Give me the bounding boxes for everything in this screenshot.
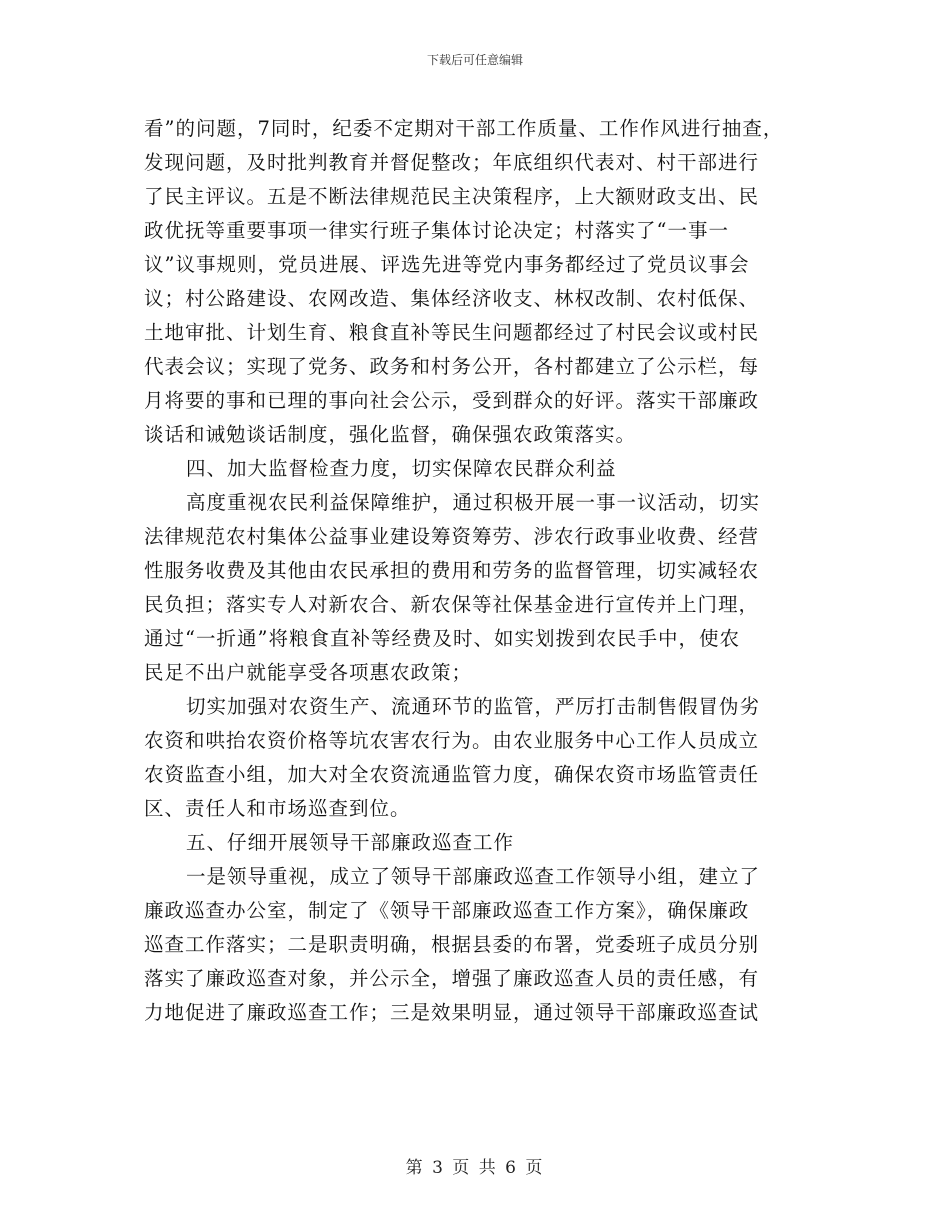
text-line: 议；村公路建设、农网改造、集体经济收支、林权改制、农村低保、 [144,287,760,310]
text-line: 民足不出户就能享受各项惠农政策； [144,661,473,684]
text-line: 民负担；落实专人对新农合、新农保等社保基金进行宣传并上门理， [144,593,760,616]
document-body [144,112,804,1030]
page-header: 下载后可任意编辑 [426,53,523,67]
text-line: 政优抚等重要事项一律实行班子集体讨论决定；村落实了“一事一 [144,219,729,242]
text-line: 月将要的事和已理的事向社会公示，受到群众的好评。落实干部廉政 [144,389,760,412]
text-line: 谈话和诫勉谈话制度，强化监督，确保强农政策落实。 [144,423,637,446]
text-line: 土地审批、计划生育、粮食直补等民生问题都经过了村民会议或村民 [144,321,760,344]
text-line: 高度重视农民利益保障维护，通过积极开展一事一议活动，切实 [186,491,761,514]
text-line: 发现问题，及时批判教育并督促整改；年底组织代表对、村干部进行 [144,151,760,174]
text-line: 通过“一折通”将粮食直补等经费及时、如实划拨到农民手中，使农 [144,627,740,650]
text-line: 四、加大监督检查力度，切实保障农民群众利益 [186,457,617,480]
text-line: 看”的问题，7同时，纪委不定期对干部工作质量、工作作风进行抽查， [144,117,784,140]
text-line: 廉政巡查办公室，制定了《领导干部廉政巡查工作方案》，确保廉政 [144,899,750,922]
text-line: 力地促进了廉政巡查工作；三是效果明显，通过领导干部廉政巡查试 [144,1001,760,1024]
text-line: 区、责任人和市场巡查到位。 [144,797,411,820]
text-line: 了民主评议。五是不断法律规范民主决策程序，上大额财政支出、民 [144,185,760,208]
text-line: 议”议事规则，党员进展、评选先进等党内事务都经过了党员议事会 [144,253,750,276]
text-line: 代表会议；实现了党务、政务和村务公开，各村都建立了公示栏，每 [144,355,760,378]
text-line: 巡查工作落实；二是职责明确，根据县委的布署，党委班子成员分别 [144,933,760,956]
text-line: 五、仔细开展领导干部廉政巡查工作 [186,831,515,854]
text-line: 性服务收费及其他由农民承担的费用和劳务的监督管理，切实减轻农 [144,559,760,582]
text-line: 落实了廉政巡查对象，并公示全，增强了廉政巡查人员的责任感，有 [144,967,760,990]
text-line: 一是领导重视，成立了领导干部廉政巡查工作领导小组，建立了 [186,865,761,888]
text-line: 农资和哄抬农资价格等坑农害农行为。由农业服务中心工作人员成立 [144,729,760,752]
text-line: 切实加强对农资生产、流通环节的监管，严厉打击制售假冒伪劣 [186,695,761,718]
page-number: 第 3 页 共 6 页 [405,1158,545,1178]
text-line: 农资监查小组，加大对全农资流通监管力度，确保农资市场监管责任 [144,763,760,786]
text-line: 法律规范农村集体公益事业建设筹资筹劳、涉农行政事业收费、经营 [144,525,760,548]
